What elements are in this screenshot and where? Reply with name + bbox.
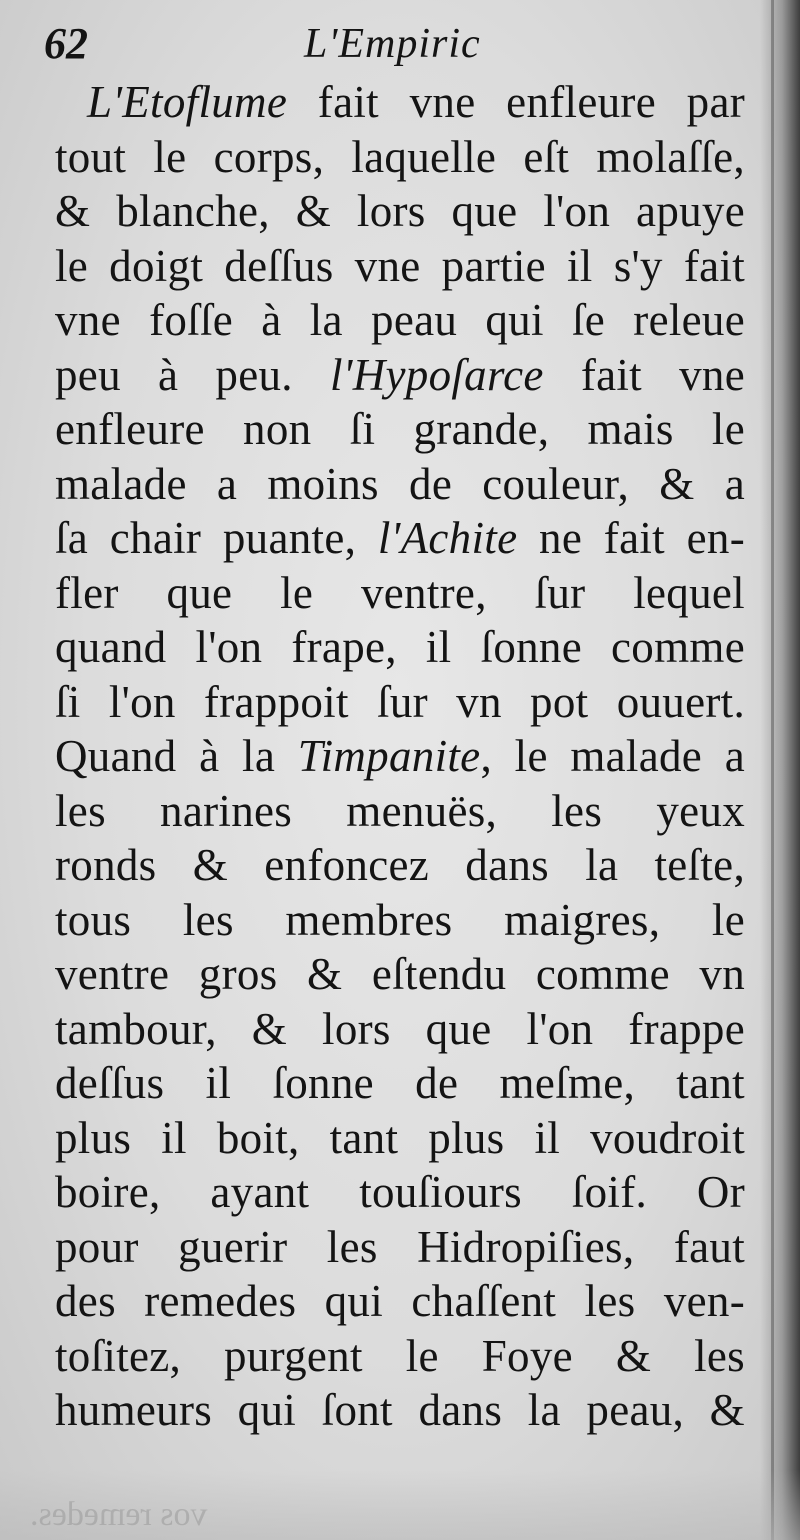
text-line: pour guerir les Hidropiſies, faut	[55, 1221, 745, 1272]
text-line: tous les membres maigres, le	[55, 894, 745, 945]
spine-shadow	[760, 0, 800, 1540]
text-line: peu à peu. l'Hypoſarce fait vne	[55, 349, 745, 400]
bleed-through-text: vos remedes.	[30, 1496, 208, 1533]
text-line: des remedes qui chaſſent les ven-	[55, 1276, 745, 1326]
text-line: plus il boit, tant plus il voudroit	[55, 1112, 745, 1163]
text-line: les narines menuës, les yeux	[55, 785, 745, 836]
text-line: le doigt deſſus vne partie il s'y fait	[55, 240, 745, 291]
text-line: vne foſſe à la peau qui ſe releue	[55, 295, 745, 345]
page-number: 62	[44, 19, 88, 68]
running-title: L'Empiric	[304, 21, 481, 67]
text-line: fler que le ventre, ſur lequel	[55, 567, 745, 618]
text-line: ſa chair puante, l'Achite ne fait en-	[55, 513, 745, 563]
text-line: tout le corps, laquelle eſt molaſſe,	[55, 131, 745, 182]
text-line: humeurs qui ſont dans la peau, &	[55, 1385, 745, 1435]
text-line: ſi l'on frappoit ſur vn pot ouuert.	[55, 676, 745, 727]
text-line: ventre gros & eſtendu comme vn	[55, 949, 745, 999]
text-line: L'Etoflume fait vne enfleure par	[87, 77, 745, 127]
text-line: Quand à la Timpanite, le malade a	[55, 731, 745, 781]
text-line: enfleure non ſi grande, mais le	[55, 404, 745, 454]
text-line: toſitez, purgent le Foye & les	[55, 1330, 745, 1381]
page-header	[44, 18, 744, 70]
bleed-through-area	[0, 1470, 800, 1540]
body-text	[55, 75, 745, 1438]
text-line: deſſus il ſonne de meſme, tant	[55, 1058, 745, 1108]
text-line: ronds & enfoncez dans la teſte,	[55, 840, 745, 890]
text-line: tambour, & lors que l'on frappe	[55, 1003, 745, 1054]
text-line: boire, ayant touſiours ſoif. Or	[55, 1167, 745, 1217]
text-line: & blanche, & lors que l'on apuye	[55, 186, 745, 236]
text-line: malade a moins de couleur, & a	[55, 458, 745, 509]
text-line: quand l'on frape, il ſonne comme	[55, 622, 745, 672]
